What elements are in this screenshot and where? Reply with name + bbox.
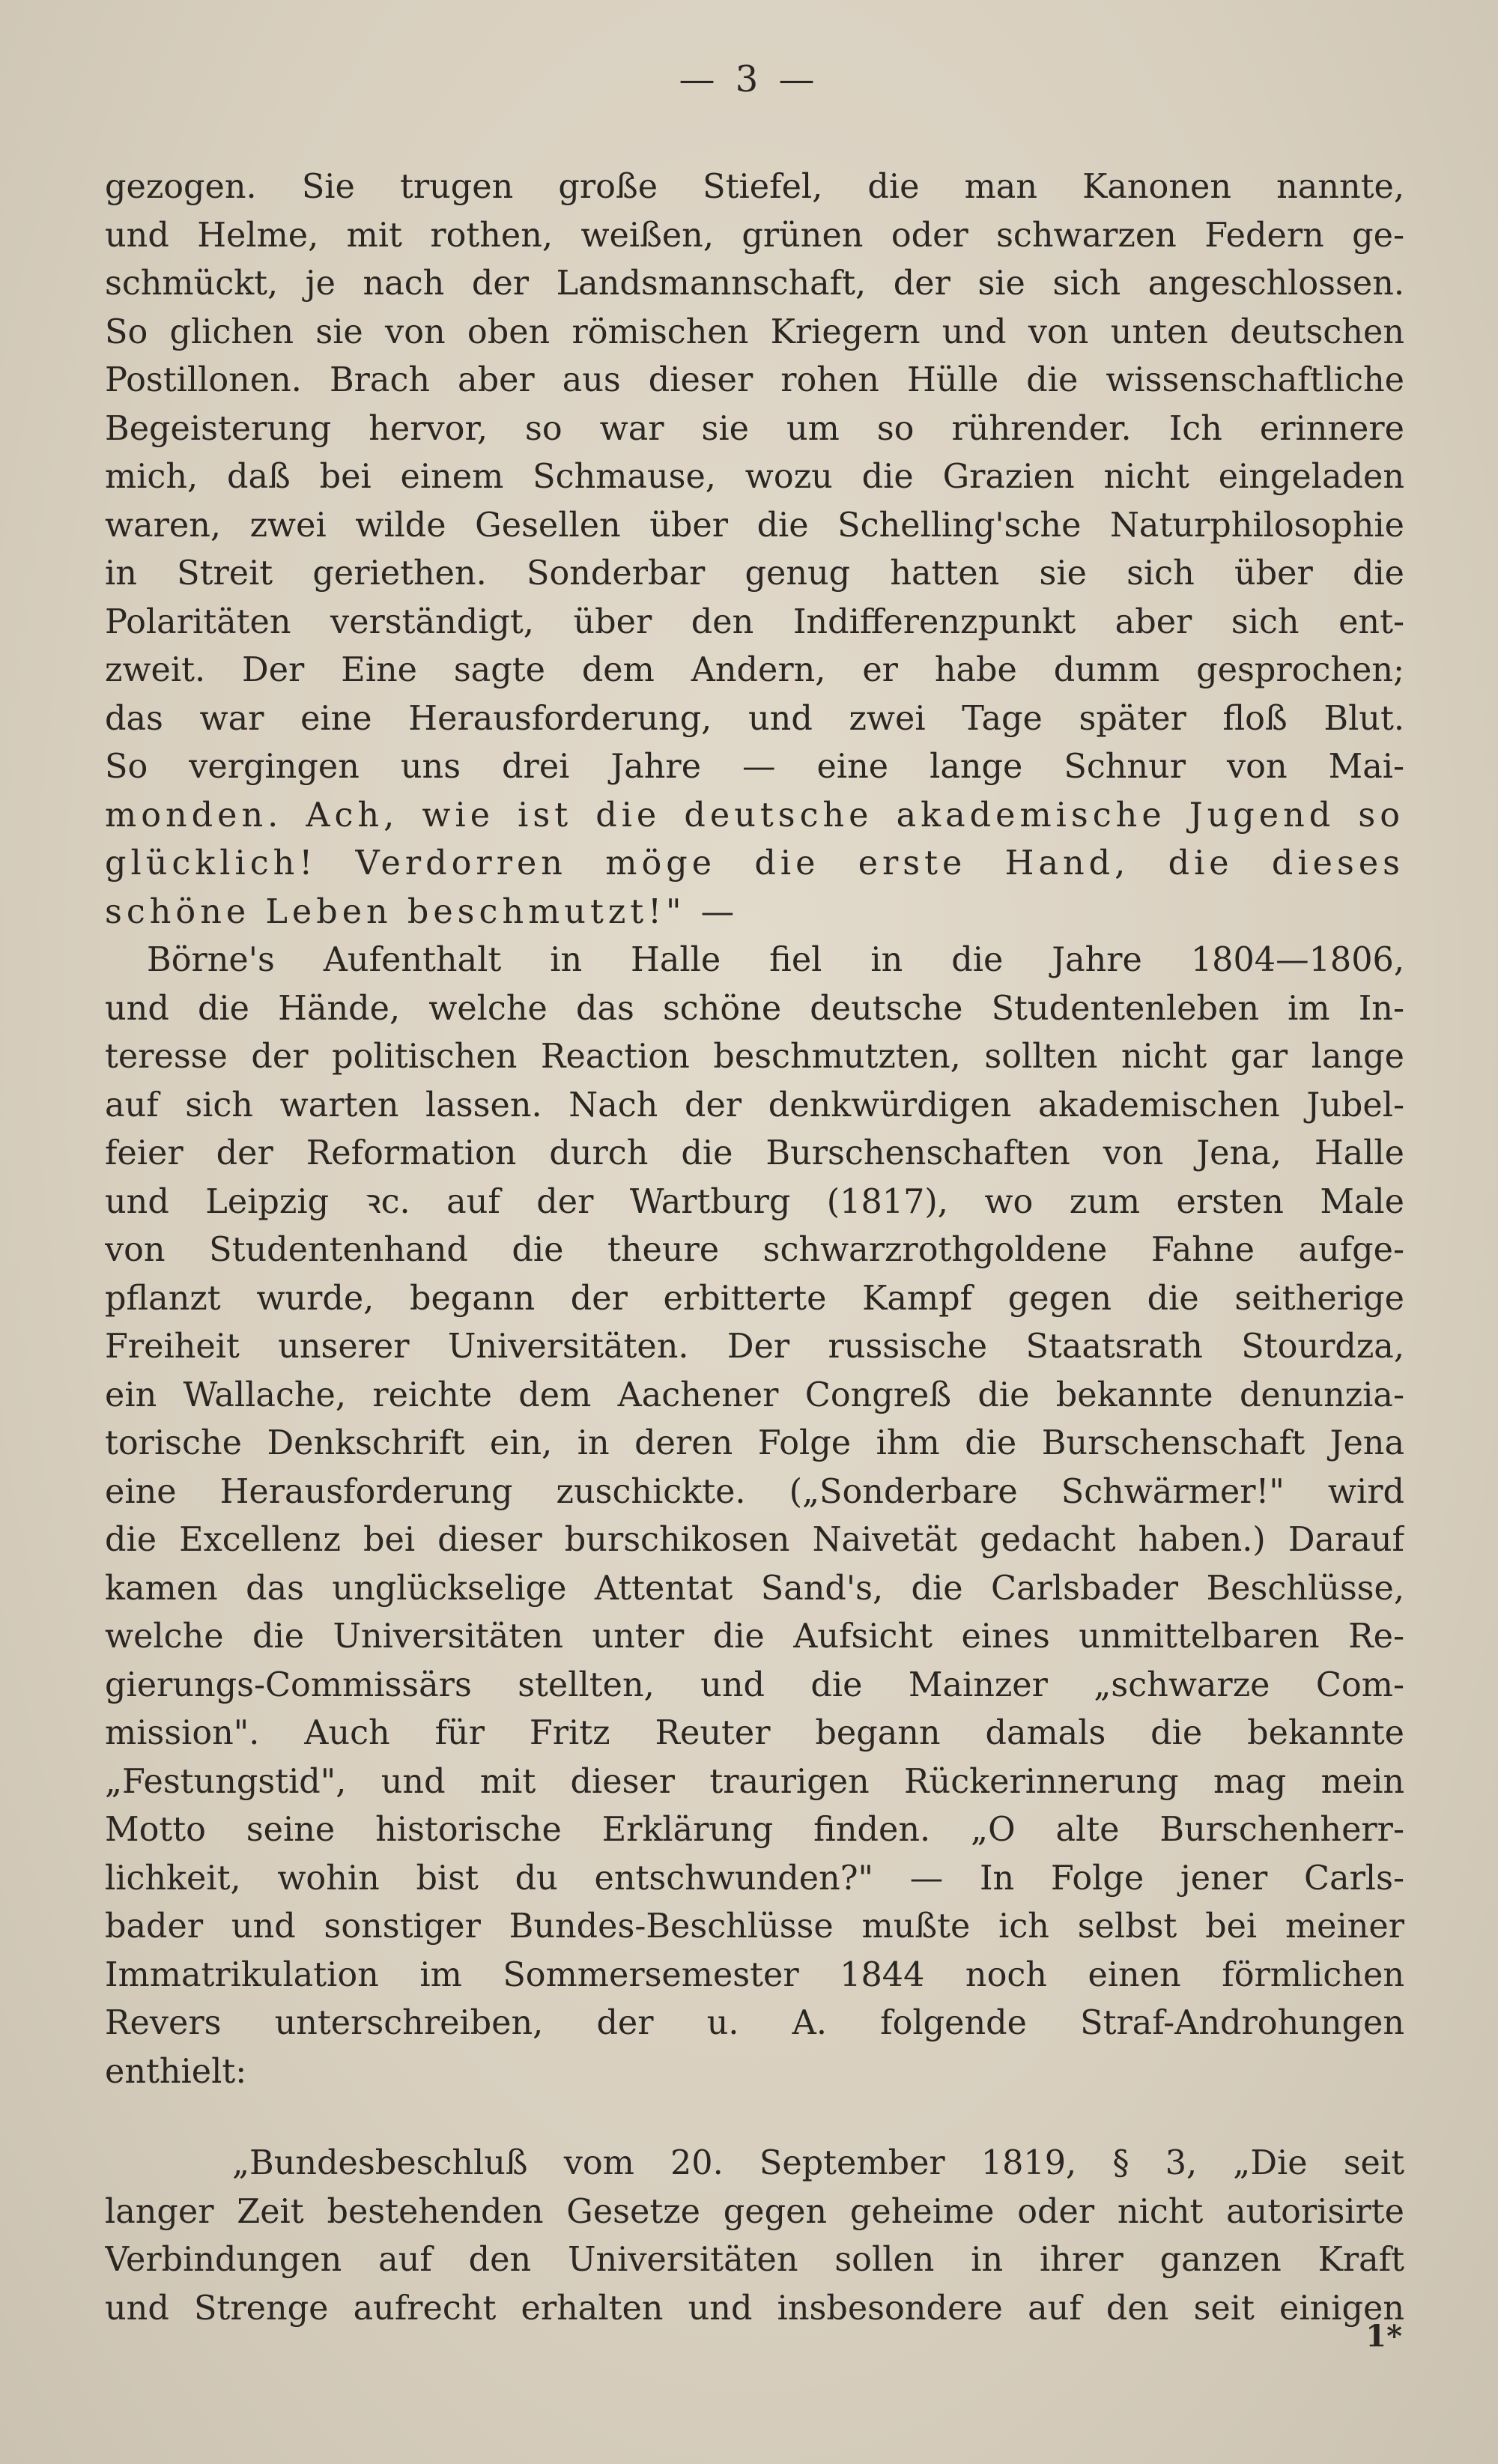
text-line: ein Wallache, reichte dem Aachener Congreß die bekannte denunzia- xyxy=(105,1375,1404,1414)
text-line: welche die Universitäten unter die Aufsicht eines unmittelbaren Re- xyxy=(105,1617,1404,1656)
text-line: und Leipzig ꝛc. auf der Wartburg (1817), wo zum ersten Male xyxy=(105,1182,1404,1221)
text-line: mission". Auch für Fritz Reuter begann damals die bekannte xyxy=(105,1714,1404,1752)
text-line: die Excellenz bei dieser burschikosen Naivetät gedacht haben.) Darauf xyxy=(105,1521,1404,1559)
text-line: gierungs-Commissärs stellten, und die Mainzer „schwarze Com- xyxy=(105,1665,1404,1704)
text-line: „Festungstid", und mit dieser traurigen Rückerinnerung mag mein xyxy=(105,1762,1404,1801)
text-line: lichkeit, wohin bist du entschwunden?" — In Folge jener Carls- xyxy=(105,1859,1404,1898)
text-line: Polaritäten verständigt, über den Indifferenzpunkt aber sich ent- xyxy=(105,602,1404,641)
text-line: schmückt, je nach der Landsmannschaft, der sie sich angeschlossen. xyxy=(105,264,1404,303)
text-line: Freiheit unserer Universitäten. Der russische Staatsrath Stourdza, xyxy=(105,1328,1404,1366)
text-line: gezogen. Sie trugen große Stiefel, die man Kanonen nannte, xyxy=(105,168,1404,206)
text-line: teresse der politischen Reaction beschmutzten, sollten nicht gar lange xyxy=(105,1038,1404,1076)
page-number: — 3 — xyxy=(679,58,819,100)
text-line: Börne's Aufenthalt in Halle fiel in die Jahre 1804—1806, xyxy=(147,941,1404,979)
text-line: So vergingen uns drei Jahre — eine lange Schnur von Mai- xyxy=(105,748,1404,786)
text-line: und Helme, mit rothen, weißen, grünen oder schwarzen Federn ge- xyxy=(105,216,1404,255)
text-line: enthielt: xyxy=(105,2052,247,2091)
text-line: Revers unterschreiben, der u. A. folgende Straf-Androhungen xyxy=(105,2004,1404,2042)
text-line: langer Zeit bestehenden Gesetze gegen geheime oder nicht autorisirte xyxy=(105,2192,1404,2231)
text-line: mich, daß bei einem Schmause, wozu die Grazien nicht eingeladen xyxy=(105,458,1404,496)
text-line: bader und sonstiger Bundes-Beschlüsse mußte ich selbst bei meiner xyxy=(105,1907,1404,1946)
text-line: So glichen sie von oben römischen Kriegern und von unten deutschen xyxy=(105,312,1404,351)
text-line: in Streit geriethen. Sonderbar genug hatten sie sich über die xyxy=(105,554,1404,593)
text-line: schöne Leben beschmutzt!" — xyxy=(105,892,739,931)
text-line: von Studentenhand die theure schwarzrothgoldene Fahne aufge- xyxy=(105,1231,1404,1269)
text-line: torische Denkschrift ein, in deren Folge ihm die Burschenschaft Jena xyxy=(105,1424,1404,1462)
text-line: feier der Reformation durch die Burschenschaften von Jena, Halle xyxy=(105,1134,1404,1172)
text-line: und die Hände, welche das schöne deutsche Studentenleben im In- xyxy=(105,989,1404,1028)
text-line: glücklich! Verdorren möge die erste Hand, die dieses xyxy=(105,844,1404,883)
text-line: und Strenge aufrecht erhalten und insbesondere auf den seit einigen xyxy=(105,2289,1404,2328)
text-line: kamen das unglückselige Attentat Sand's, die Carlsbader Beschlüsse, xyxy=(105,1569,1404,1608)
text-line: das war eine Herausforderung, und zwei Tage später floß Blut. xyxy=(105,699,1404,738)
text-line: waren, zwei wilde Gesellen über die Schelling'sche Naturphilosophie xyxy=(105,506,1404,545)
text-line: zweit. Der Eine sagte dem Andern, er habe dumm gesprochen; xyxy=(105,651,1404,689)
text-line: Verbindungen auf den Universitäten sollen in ihrer ganzen Kraft xyxy=(105,2241,1404,2279)
text-line: Postillonen. Brach aber aus dieser rohen Hülle die wissenschaftliche xyxy=(105,361,1404,399)
text-line: monden. Ach, wie ist die deutsche akademische Jugend so xyxy=(105,796,1404,835)
paragraph-gap xyxy=(105,2096,1404,2140)
body-text xyxy=(105,163,1404,2333)
text-line: Immatrikulation im Sommersemester 1844 noch einen förmlichen xyxy=(105,1955,1404,1994)
text-line: eine Herausforderung zuschickte. („Sonderbare Schwärmer!" wird xyxy=(105,1472,1404,1511)
text-line: Motto seine historische Erklärung finden. „O alte Burschenherr- xyxy=(105,1811,1404,1849)
signature-mark: 1* xyxy=(1365,2319,1402,2354)
text-line: auf sich warten lassen. Nach der denkwürdigen akademischen Jubel- xyxy=(105,1086,1404,1124)
text-line: „Bundesbeschluß vom 20. September 1819, § 3, „Die seit xyxy=(232,2144,1404,2182)
text-line: pflanzt wurde, begann der erbitterte Kampf gegen die seitherige xyxy=(105,1279,1404,1318)
text-line: Begeisterung hervor, so war sie um so rührender. Ich erinnere xyxy=(105,409,1404,448)
